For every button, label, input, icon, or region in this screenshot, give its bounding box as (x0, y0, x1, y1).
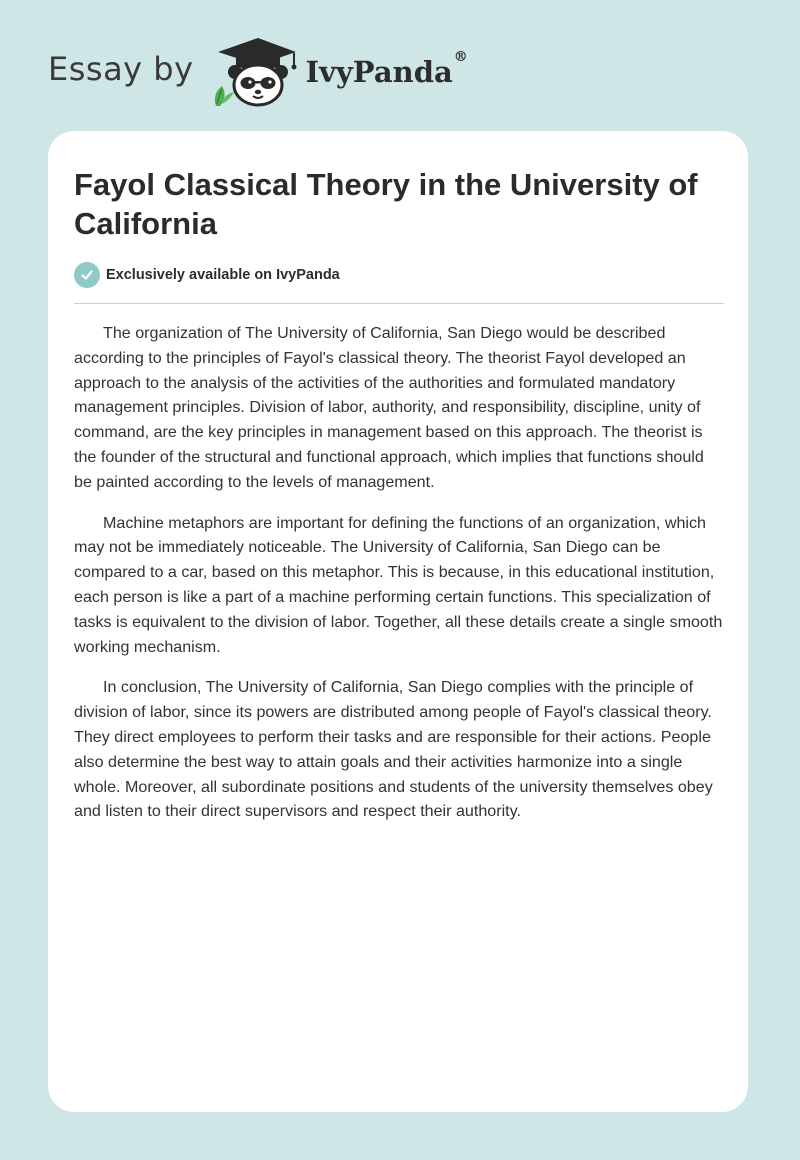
divider (74, 303, 724, 304)
badge-label: Exclusively available on IvyPanda (106, 267, 340, 283)
paragraph: Machine metaphors are important for defining the functions of an organization, which may not be immediately noticeable. The University of California, San Diego can be compared to a car, based on this metaphor. This is because, in this educational institution, each person is like a part of a machine performing certain functions. This specialization of tasks is equivalent to the division of labor. Together, all these details create a single smooth working mechanism. (74, 513, 723, 656)
paragraph: The organization of The University of California, San Diego would be described according to the principles of Fayol's classical theory. The theorist Fayol developed an approach to the analysis of the activities of the authorities and formulated mandatory management principles. Division of labor, authority, and responsibility, discipline, unity of command, are the key principles in management based on this approach. The theorist is the founder of the structural and functional approach, which implies that functions should be painted according to the levels of management. (74, 324, 704, 491)
essay-by-label: Essay by (48, 50, 194, 88)
check-icon (74, 262, 100, 288)
essay-body (74, 321, 724, 840)
exclusive-badge (74, 262, 340, 288)
page-title: Fayol Classical Theory in the University of California (74, 167, 698, 241)
essay-card (48, 131, 748, 1112)
panda-graduate-icon[interactable] (208, 34, 300, 108)
site-header (48, 36, 468, 106)
registered-mark: ® (453, 49, 468, 65)
brand-name[interactable]: IvyPanda® (305, 49, 468, 89)
paragraph: In conclusion, The University of California, San Diego complies with the principle of division of labor, since its powers are distributed among people of Fayol's classical theory. They direct employees to perform their tasks and are responsible for their actions. People also determine the best way to attain goals and their activities harmonize into a single whole. Moreover, all subordinate positions and students of the university themselves obey and listen to their direct supervisors and respect their authority. (74, 678, 713, 821)
